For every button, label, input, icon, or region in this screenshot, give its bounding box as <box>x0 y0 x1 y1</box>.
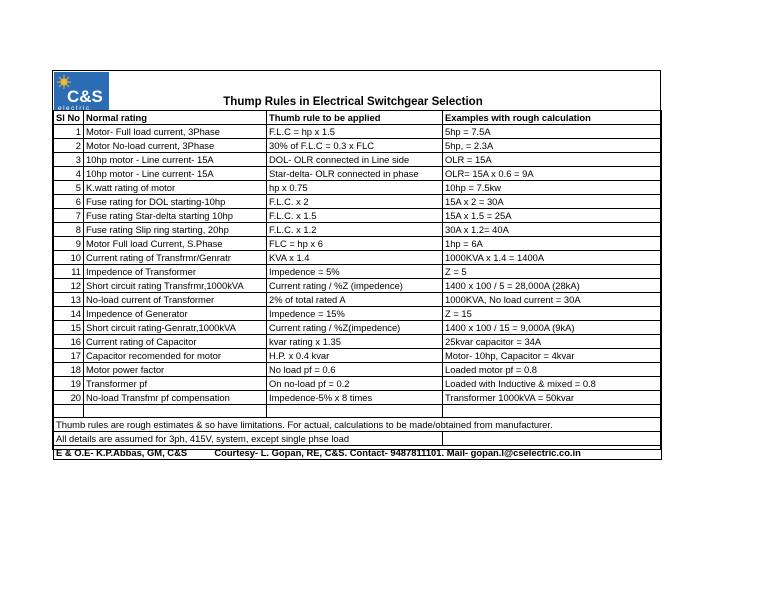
cell-normal-rating: 10hp motor - Line current- 15A <box>84 167 267 181</box>
table-row <box>54 349 662 363</box>
cell-normal-rating: No-load current of Transformer <box>84 293 267 307</box>
header-sl-no: Sl No <box>54 111 84 125</box>
cell-example: OLR= 15A x 0.6 = 9A <box>443 167 662 181</box>
table-row <box>54 125 662 139</box>
thumb-rules-table <box>53 110 662 460</box>
header-examples: Examples with rough calculation <box>443 111 662 125</box>
cell-example: 5hp, = 2.3A <box>443 139 662 153</box>
cell-example: 1000KVA x 1.4 = 1400A <box>443 251 662 265</box>
table-row <box>54 237 662 251</box>
cell-thumb-rule: Impedence-5% x 8 times <box>267 391 443 405</box>
cell-example: 1hp = 6A <box>443 237 662 251</box>
cell-normal-rating: No-load Transfmr pf compensation <box>84 391 267 405</box>
cell-normal-rating: Short circuit rating Transfrmr,1000kVA <box>84 279 267 293</box>
cell-example: 5hp = 7.5A <box>443 125 662 139</box>
svg-text:electric: electric <box>58 105 91 111</box>
cell-thumb-rule: Impedence = 15% <box>267 307 443 321</box>
cell-normal-rating: Motor power factor <box>84 363 267 377</box>
cell-normal-rating: Short circuit rating-Genratr,1000kVA <box>84 321 267 335</box>
cell-sl-no: 8 <box>54 223 84 237</box>
header-thumb-rule: Thumb rule to be applied <box>267 111 443 125</box>
cell-thumb-rule: F.L.C. x 1.2 <box>267 223 443 237</box>
cell-thumb-rule: Current rating / %Z(impedence) <box>267 321 443 335</box>
cell-example: Z = 5 <box>443 265 662 279</box>
cell-example: 1400 x 100 / 5 = 28,000A (28kA) <box>443 279 662 293</box>
table-row <box>54 363 662 377</box>
cell-thumb-rule: 30% of F.L.C = 0.3 x FLC <box>267 139 443 153</box>
table-row <box>54 391 662 405</box>
cell-sl-no: 15 <box>54 321 84 335</box>
table-row <box>54 153 662 167</box>
cell-sl-no: 14 <box>54 307 84 321</box>
cell-thumb-rule: No load pf = 0.6 <box>267 363 443 377</box>
cell-normal-rating: Impedence of Transformer <box>84 265 267 279</box>
cell-normal-rating: Fuse rating Star-delta starting 10hp <box>84 209 267 223</box>
cell-example: OLR = 15A <box>443 153 662 167</box>
cell-thumb-rule: hp x 0.75 <box>267 181 443 195</box>
cell-normal-rating: Fuse rating Slip ring starting, 20hp <box>84 223 267 237</box>
table-row <box>54 251 662 265</box>
cell-example: 15A x 1.5 = 25A <box>443 209 662 223</box>
cell-sl-no: 16 <box>54 335 84 349</box>
cell-sl-no: 2 <box>54 139 84 153</box>
cell-thumb-rule: Star-delta- OLR connected in phase <box>267 167 443 181</box>
footer-credits <box>54 446 662 460</box>
cell-example: Loaded motor pf = 0.8 <box>443 363 662 377</box>
cell-thumb-rule: DOL- OLR connected in Line side <box>267 153 443 167</box>
header-normal-rating: Normal rating <box>84 111 267 125</box>
table-row <box>54 293 662 307</box>
cell-normal-rating: Transformer pf <box>84 377 267 391</box>
cell-sl-no: 17 <box>54 349 84 363</box>
table-row <box>54 195 662 209</box>
table-row <box>54 279 662 293</box>
cell-sl-no: 4 <box>54 167 84 181</box>
cell-thumb-rule: F.L.C. x 1.5 <box>267 209 443 223</box>
cell-normal-rating: Motor- Full load current, 3Phase <box>84 125 267 139</box>
cell-sl-no: 5 <box>54 181 84 195</box>
cell-normal-rating: Motor Full load Current, S.Phase <box>84 237 267 251</box>
table-row <box>54 223 662 237</box>
table-row <box>54 321 662 335</box>
cell-thumb-rule: FLC = hp x 6 <box>267 237 443 251</box>
cell-example: Motor- 10hp, Capacitor = 4kvar <box>443 349 662 363</box>
cell-example: 25kvar capacitor = 34A <box>443 335 662 349</box>
cell-thumb-rule: On no-load pf = 0.2 <box>267 377 443 391</box>
blank-row <box>54 405 662 418</box>
cell-sl-no: 9 <box>54 237 84 251</box>
cell-sl-no: 13 <box>54 293 84 307</box>
cell-sl-no: 20 <box>54 391 84 405</box>
cell-sl-no: 11 <box>54 265 84 279</box>
table-row <box>54 307 662 321</box>
cell-normal-rating: Impedence of Generator <box>84 307 267 321</box>
cell-example: 15A x 2 = 30A <box>443 195 662 209</box>
company-logo <box>54 72 109 111</box>
cell-normal-rating: Current rating of Transfrmr/Genratr <box>84 251 267 265</box>
note-row <box>54 418 662 432</box>
note-row <box>54 432 662 446</box>
note-assumptions: All details are assumed for 3ph, 415V, system, except single phse load <box>54 432 443 446</box>
footer-row <box>54 446 662 460</box>
cell-sl-no: 18 <box>54 363 84 377</box>
note-limitations: Thumb rules are rough estimates & so have limitations. For actual, calculations to be made/obtained from manufacturer. <box>54 418 662 432</box>
table-row <box>54 167 662 181</box>
cell-example: Z = 15 <box>443 307 662 321</box>
svg-text:C&S: C&S <box>67 87 103 106</box>
table-row <box>54 181 662 195</box>
cell-sl-no: 12 <box>54 279 84 293</box>
cell-example: 1000KVA, No load current = 30A <box>443 293 662 307</box>
cell-normal-rating: Current rating of Capacitor <box>84 335 267 349</box>
sheet <box>52 70 661 458</box>
cell-thumb-rule: Current rating / %Z (impedence) <box>267 279 443 293</box>
cell-thumb-rule: F.L.C. x 2 <box>267 195 443 209</box>
cell-normal-rating: Capacitor recomended for motor <box>84 349 267 363</box>
cell-normal-rating: Fuse rating for DOL starting-10hp <box>84 195 267 209</box>
cell-sl-no: 10 <box>54 251 84 265</box>
page-title: Thump Rules in Electrical Switchgear Selection <box>223 96 483 108</box>
table-row <box>54 209 662 223</box>
cell-sl-no: 6 <box>54 195 84 209</box>
table-row <box>54 335 662 349</box>
cell-example: 1400 x 100 / 15 = 9,000A (9kA) <box>443 321 662 335</box>
cell-thumb-rule: kvar rating x 1.35 <box>267 335 443 349</box>
cell-sl-no: 19 <box>54 377 84 391</box>
table-row <box>54 139 662 153</box>
cell-example: Loaded with Inductive & mixed = 0.8 <box>443 377 662 391</box>
cell-thumb-rule: Impedence = 5% <box>267 265 443 279</box>
cell-example: 30A x 1.2= 40A <box>443 223 662 237</box>
cell-sl-no: 1 <box>54 125 84 139</box>
cell-normal-rating: K.watt rating of motor <box>84 181 267 195</box>
cell-normal-rating: Motor No-load current, 3Phase <box>84 139 267 153</box>
table-header-row <box>54 111 662 125</box>
footer-author: E & O.E- K.P.Abbas, GM, C&S <box>56 447 188 458</box>
cell-sl-no: 3 <box>54 153 84 167</box>
cell-example: 10hp = 7.5kw <box>443 181 662 195</box>
cell-thumb-rule: 2% of total rated A <box>267 293 443 307</box>
cell-thumb-rule: KVA x 1.4 <box>267 251 443 265</box>
footer-courtesy: Courtesy- L. Gopan, RE, C&S. Contact- 9487811101. Mail- gopan.l@cselectric.co.in <box>214 447 581 458</box>
cell-thumb-rule: H.P. x 0.4 kvar <box>267 349 443 363</box>
table-row <box>54 377 662 391</box>
cell-sl-no: 7 <box>54 209 84 223</box>
cell-example: Transformer 1000kVA = 50kvar <box>443 391 662 405</box>
table-row <box>54 265 662 279</box>
cell-normal-rating: 10hp motor - Line current- 15A <box>84 153 267 167</box>
cell-thumb-rule: F.L.C = hp x 1.5 <box>267 125 443 139</box>
